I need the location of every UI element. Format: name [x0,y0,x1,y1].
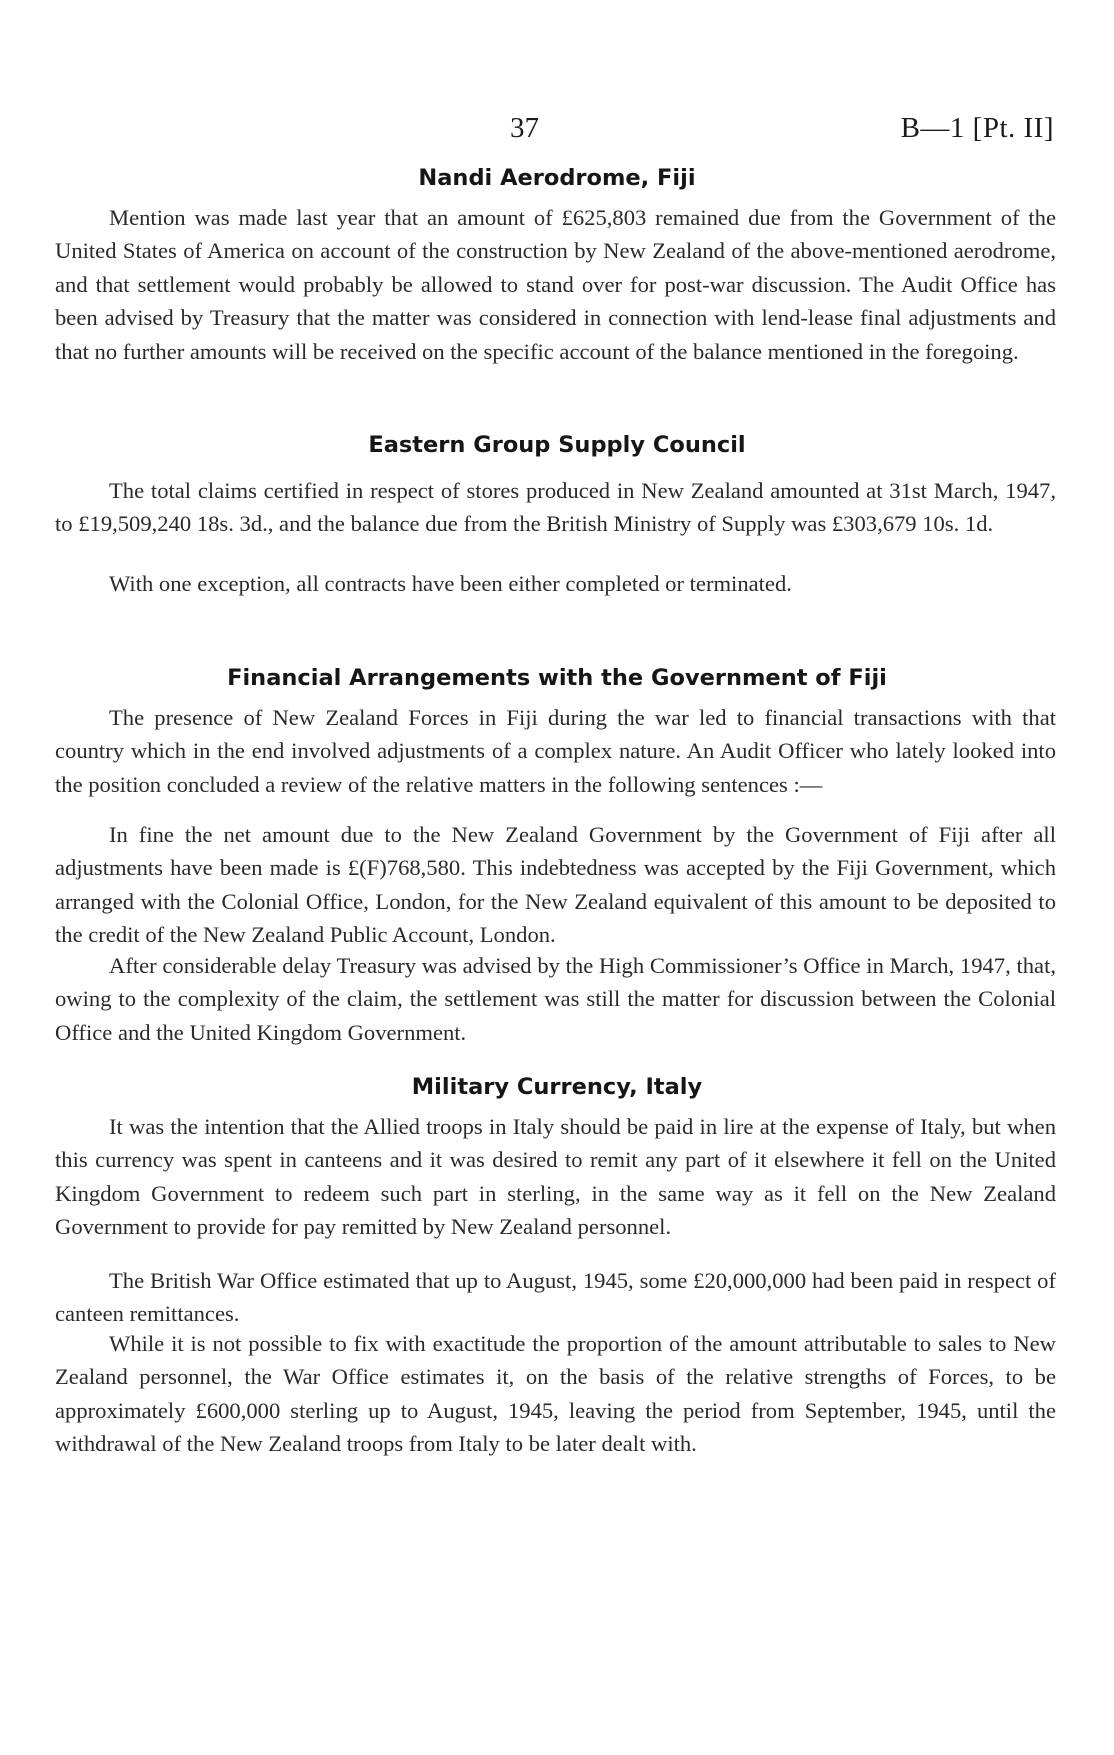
section-heading-fiji-financial: Financial Arrangements with the Government of Fiji [227,665,887,691]
section-heading-nandi-aerodrome: Nandi Aerodrome, Fiji [418,165,696,191]
paragraph-fiji-3: After considerable delay Treasury was advised by the High Commissioner’s Office in March, 1947, that, owing to the complexity of the claim, the settlement was still the matter for discussion between the Colonial Office and the United Kingdom Government. [55,953,1056,1045]
document-reference: B—1 [Pt. II] [900,112,1054,144]
section-heading-eastern-group: Eastern Group Supply Council [368,432,746,458]
paragraph-fiji-2: In fine the net amount due to the New Zealand Government by the Government of Fiji after all adjustments have been made is £(F)768,580. This indebtedness was accepted by the Fiji Government, which arranged with the Colonial Office, London, for the New Zealand equivalent of this amount to be deposited to the credit of the New Zealand Public Account, London. [55,822,1056,948]
paragraph-military-1: It was the intention that the Allied troops in Italy should be paid in lire at the expense of Italy, but when this currency was spent in canteens and it was desired to remit any part of it elsewhere it fell on the United Kingdom Government to redeem such part in sterling, in the same way as it fell on the New Zealand Government to provide for pay remitted by New Zealand personnel. [55,1114,1056,1240]
page-number: 37 [510,112,539,144]
paragraph-military-2: The British War Office estimated that up to August, 1945, some £20,000,000 had been paid in respect of canteen remittances. [55,1268,1056,1327]
paragraph-fiji-1: The presence of New Zealand Forces in Fiji during the war led to financial transactions with that country which in the end involved adjustments of a complex nature. An Audit Officer who lately looked into the position concluded a review of the relative matters in the following sentences :— [55,705,1056,797]
paragraph-eastern-1: The total claims certified in respect of stores produced in New Zealand amounted at 31st March, 1947, to £19,509,240 18s. 3d., and the balance due from the British Ministry of Supply was £303,679 10s. 1d. [55,478,1056,537]
paragraph-military-3: While it is not possible to fix with exactitude the proportion of the amount attributable to sales to New Zealand personnel, the War Office estimates it, on the basis of the relative strengths of Forces, to be approximately £600,000 sterling up to August, 1945, leaving the period from September, 1945, until the withdrawal of the New Zealand troops from Italy to be later dealt with. [55,1331,1056,1457]
paragraph-eastern-2: With one exception, all contracts have been either completed or terminated. [109,571,792,596]
section-heading-military-currency: Military Currency, Italy [411,1074,703,1100]
paragraph-nandi-1: Mention was made last year that an amount of £625,803 remained due from the Government of the United States of America on account of the construction by New Zealand of the above-mentioned aerodrome, and that settlement would probably be allowed to stand over for post-war discussion. The Audit Office has been advised by Treasury that the matter was considered in connection with lend-lease final adjustments and that no further amounts will be received on the specific account of the balance mentioned in the foregoing. [55,205,1056,364]
